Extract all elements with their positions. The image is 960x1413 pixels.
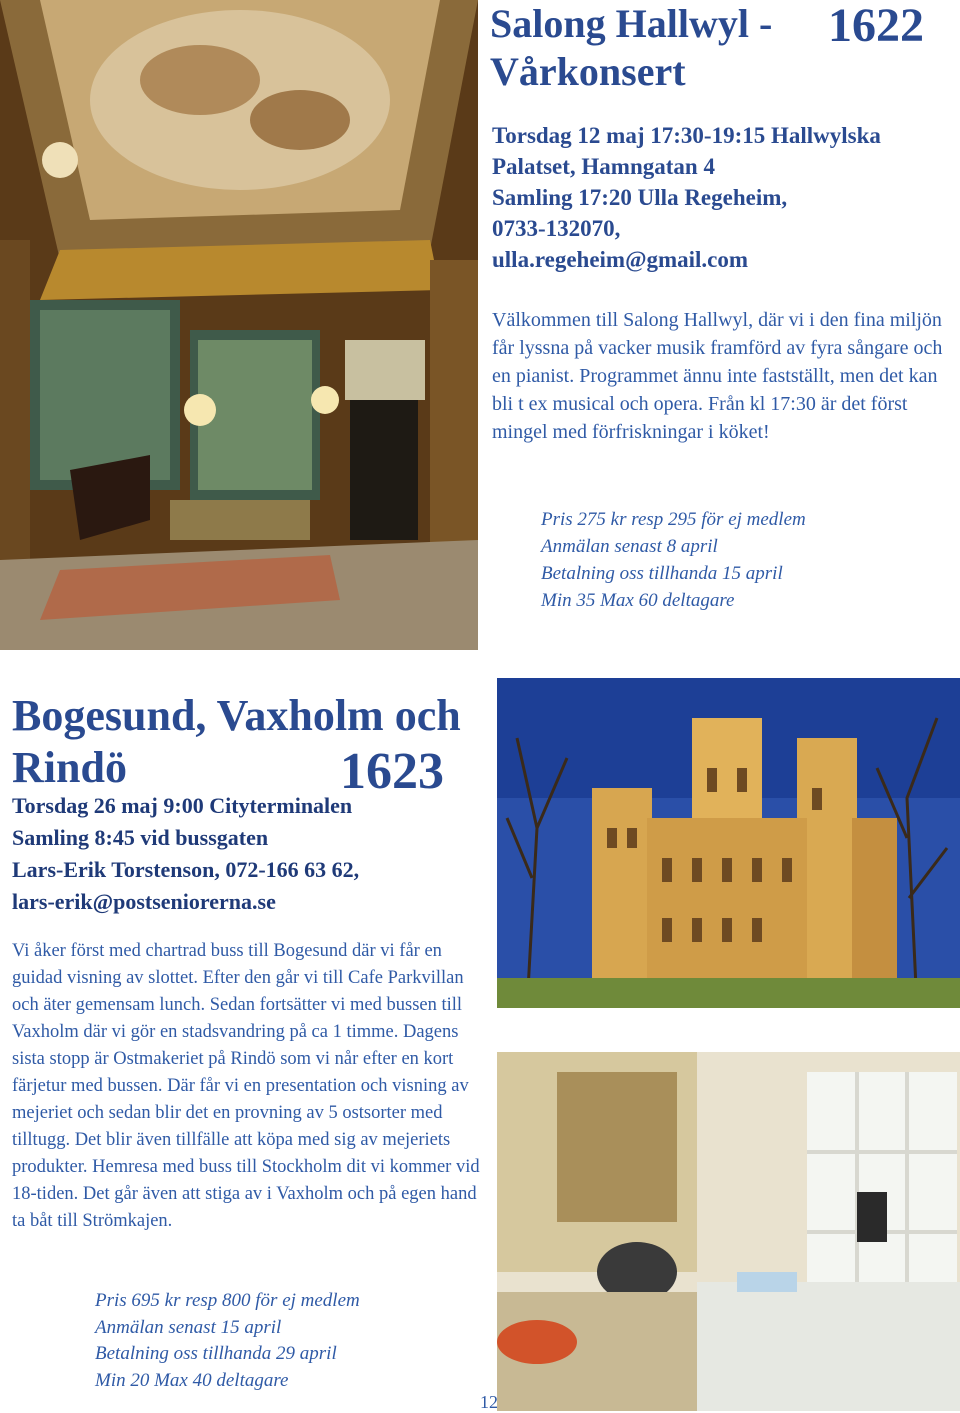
price-line: Pris 695 kr resp 800 för ej medlem: [95, 1290, 360, 1311]
info-line: Lars-Erik Torstenson, 072-166 63 62,: [12, 857, 360, 882]
event-1623-info: [12, 790, 482, 918]
info-line: Palatset, Hamngatan 4: [492, 154, 715, 179]
price-line: Anmälan senast 15 april: [95, 1316, 282, 1338]
event-1623-number: 1623: [340, 743, 444, 800]
info-line: Samling 8:45 vid bussgaten: [12, 825, 269, 850]
event-1623-description: Vi åker först med chartrad buss till Bogesund där vi får en guidad visning av slottet. Efter den går vi till Cafe Parkvillan och äter gemensam lunch. Sedan fortsätter vi med bussen till Vaxholm där vi gör en stadsvandring på ca 1 timme. Dagens sista stopp är Ostmakeriet på Rindö som vi når efter en kort färjetur med bussen. Där får vi en presentation och visning av mejeriet och sedan blir det en provning av 5 ostsorter med tilltugg. Det blir även tillfälle att köpa med sig av mejeriets produkter. Hemresa med buss till Stockholm dit vi kommer vid 18-tiden. Det går även att stiga av i Vaxholm och på egen hand ta båt till Strömkajen.: [12, 941, 480, 1231]
event-1622-info: [492, 120, 952, 275]
info-line: Samling 17:20 Ulla Regeheim,: [492, 185, 788, 210]
page-number: 12: [480, 1392, 498, 1412]
price-line: Anmälan senast 8 april: [541, 536, 718, 557]
event-1623-price-info: [95, 1288, 360, 1394]
price-line: Min 35 Max 60 deltagare: [541, 590, 735, 611]
price-line: Min 20 Max 40 deltagare: [95, 1369, 289, 1391]
price-line: Pris 275 kr resp 295 för ej medlem: [541, 509, 806, 530]
info-email[interactable]: ulla.regeheim@gmail.com: [492, 247, 749, 272]
event-1622-description: Välkommen till Salong Hallwyl, där vi i den fina miljön får lyssna på vacker musik framförd av fyra sångare och en pianist. Programmet ännu inte fastställt, men det kan bli t ex musical och opera. Från kl 17:30 är det först mingel med förfriskningar i köket!: [492, 309, 943, 443]
title-line: Rindö: [12, 743, 127, 792]
info-line: Torsdag 26 maj 9:00 Cityterminalen: [12, 793, 353, 818]
title-line: Bogesund, Vaxholm och: [12, 691, 461, 740]
event-1622-number: 1622: [828, 0, 924, 52]
info-line: 0733-132070,: [492, 216, 621, 241]
event-1622-title: Salong Hallwyl - Vårkonsert: [490, 1, 773, 94]
price-line: Betalning oss tillhanda 29 april: [95, 1343, 337, 1364]
event-1622-price-info: [541, 506, 806, 614]
info-email[interactable]: lars-erik@postseniorerna.se: [12, 889, 276, 914]
price-line: Betalning oss tillhanda 15 april: [541, 563, 783, 584]
dairy-photo: [497, 1052, 960, 1411]
castle-photo: [497, 678, 960, 1008]
info-line: Torsdag 12 maj 17:30-19:15 Hallwylska: [492, 123, 881, 148]
salon-photo: [0, 0, 478, 650]
